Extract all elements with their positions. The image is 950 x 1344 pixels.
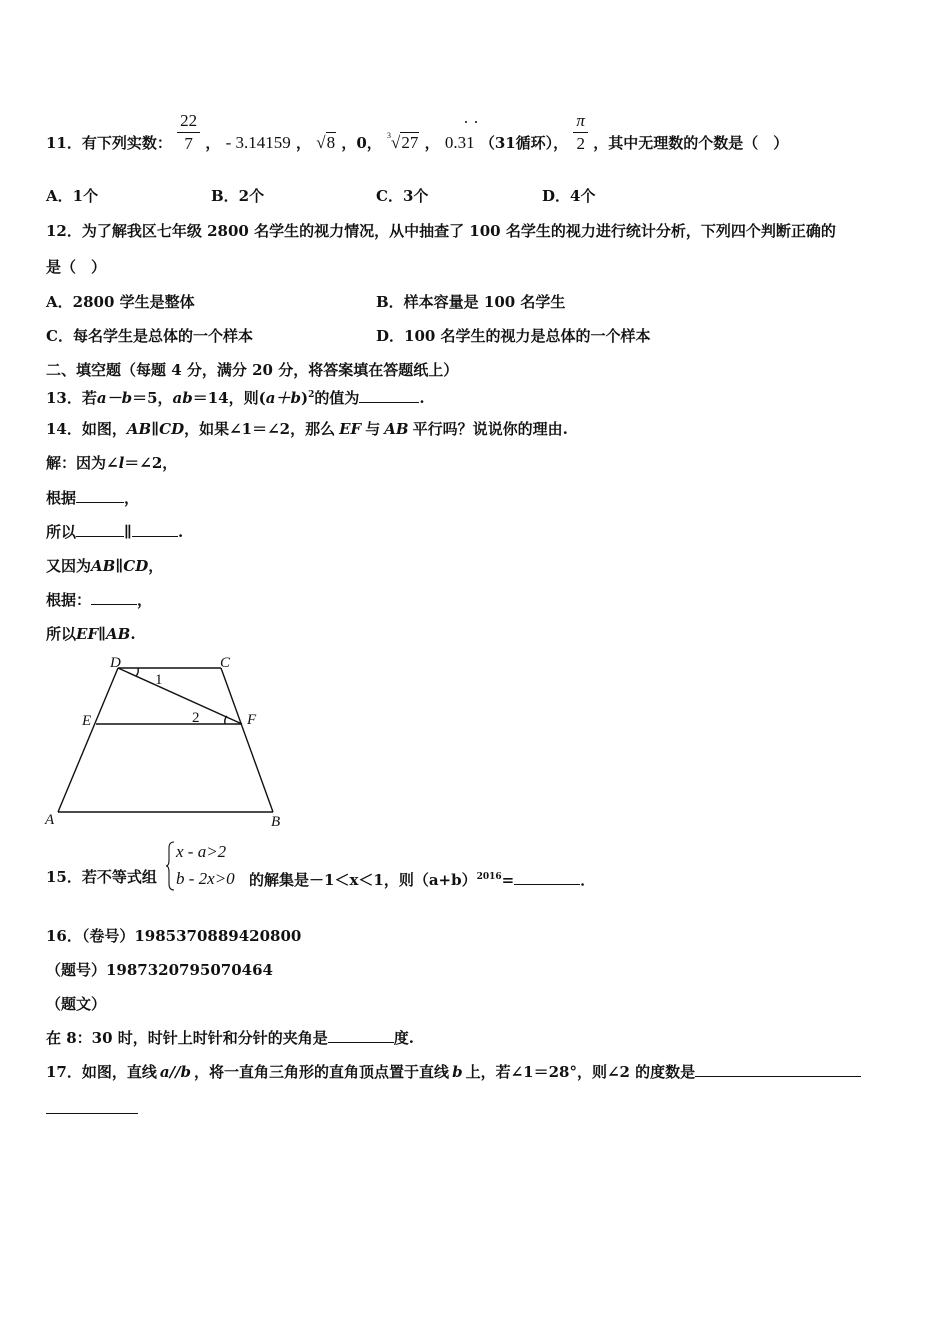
label-a: A [45, 812, 55, 828]
q14-l4-text: 又因为 [46, 557, 92, 575]
q13-text-3: ＝14，则( [192, 389, 266, 407]
q16-question-text-label: （题文） [46, 995, 107, 1013]
q13-exponent: 2 [308, 390, 315, 400]
q14-l3-end: . [177, 523, 184, 541]
parallel-icon: ∥ [151, 420, 160, 438]
q16-text: 在 8：30 时，时针上时针和分针的夹角是 [46, 1029, 328, 1047]
q11-frac-den: 7 [184, 133, 193, 153]
q16-answer-blank[interactable] [328, 1028, 394, 1043]
q14-stem [46, 419, 568, 439]
label-b: B [271, 814, 281, 830]
q11-fraction-pi-2 [573, 110, 588, 155]
q11-cbrt-radicand: 27 [401, 133, 419, 152]
q13-expr-ab: ab [172, 389, 193, 407]
q14-segment-ab: AB [126, 420, 152, 438]
parallel-icon: ∥ [124, 523, 132, 541]
q14-l2-text: 根据 [46, 489, 77, 507]
q17-text-2: ，将一直角三角形的直角顶点置于直线 [194, 1063, 450, 1081]
q14-reason-blank-2[interactable] [91, 590, 137, 605]
q17-answer-blank-1[interactable] [695, 1062, 861, 1077]
label-d: D [110, 655, 121, 671]
q13-text-2: ＝5， [132, 389, 173, 407]
q14-line-blank-1[interactable] [76, 522, 124, 537]
q14-l6-end: . [130, 625, 136, 643]
q11-option-d[interactable]: D．4个 [542, 187, 596, 205]
q15-answer-blank[interactable] [514, 870, 580, 885]
q15-exponent: 2016 [476, 872, 502, 882]
q15-prefix-line [46, 867, 157, 887]
q14-trapezoid-figure [40, 652, 300, 834]
section-heading-fill-in: 二、填空题（每题 4 分，满分 20 分，将答案填在答题纸上） [46, 361, 459, 379]
q15-prefix: 15．若不等式组 [46, 868, 157, 886]
q14-solution-line5 [46, 590, 152, 610]
q12-option-b[interactable]: B．样本容量是 100 名学生 [376, 293, 566, 311]
q12-stem-line2: 是（ ） [46, 258, 107, 276]
q14-text-3: 与 [365, 420, 381, 438]
segment-cb [221, 668, 273, 812]
q14-l4-expr: AB∥CD [91, 557, 149, 575]
q11-frac-num: 22 [177, 110, 200, 133]
q11-prefix: 11．有下列实数： [46, 134, 172, 152]
q11-option-b[interactable]: B．2个 [211, 187, 265, 205]
q14-text-1: 14．如图， [46, 420, 127, 438]
q14-segment-cd: CD [159, 420, 185, 438]
q14-solution-line2 [46, 488, 139, 508]
q14-solution-line6 [46, 624, 136, 644]
q17-answer-blank-2[interactable] [46, 1113, 138, 1114]
q13-text-5: 的值为 [314, 389, 360, 407]
q11-suffix: ，其中无理数的个数是（ ） [593, 134, 789, 152]
q11-sep3: ， [424, 134, 440, 152]
q14-l1-text: 解：因为∠ [46, 454, 119, 472]
q14-l3-text: 所以 [46, 523, 77, 541]
label-c: C [220, 655, 231, 671]
dot-icon [475, 121, 477, 123]
angle-1-arc [136, 668, 138, 676]
q14-solution-line1 [46, 453, 177, 473]
q17-line-b: b [452, 1063, 463, 1081]
q14-l1-italic: l [118, 454, 125, 472]
q11-pi-den: 2 [576, 133, 585, 153]
q15-middle: 的解集是－1＜x＜1，则（a+b） [249, 871, 477, 889]
q11-repeating-decimal: 0.31 [444, 133, 475, 152]
q15-rest-line [249, 867, 595, 890]
q13-text-4: ) [300, 389, 309, 407]
q15-row-1: x - a>2 [176, 842, 227, 861]
q11-repeat-dots [464, 121, 480, 125]
q11-pi-num: π [573, 110, 588, 133]
q14-line-blank-2[interactable] [132, 522, 178, 537]
q16-question-line [46, 1028, 414, 1048]
q11-num-pi-approx: - 3.14159 [225, 133, 291, 152]
q17-text-3: 上，若∠1＝28°，则∠2 的度数是 [465, 1063, 696, 1081]
q14-segment-ef: EF [339, 420, 362, 438]
q16-volume-id: 16．（卷号）1985370889420800 [46, 927, 302, 945]
q11-sep1: ， [205, 134, 221, 152]
left-brace-icon [166, 840, 176, 892]
q13-expr-a-plus-b: a＋b [265, 389, 301, 407]
q11-fraction-22-7 [177, 110, 200, 155]
q14-solution-line4 [46, 556, 163, 576]
q11-cycle-note: （31循环）， [479, 134, 569, 152]
label-e: E [82, 713, 92, 729]
q14-reason-blank-1[interactable] [76, 488, 124, 503]
q14-l2-end: ， [124, 489, 140, 507]
q11-line [46, 110, 789, 155]
q14-l4-end: ， [148, 557, 164, 575]
q12-option-a[interactable]: A．2800 学生是整体 [46, 293, 195, 311]
q11-sqrt8-radicand: 8 [326, 133, 336, 152]
q15-row-2: b - 2x>0 [176, 869, 235, 888]
q14-l6-text: 所以 [46, 625, 77, 643]
q11-sqrt8 [316, 133, 336, 153]
q14-solution-line3 [46, 522, 183, 542]
q15-inequality-system [166, 840, 248, 892]
q12-option-c[interactable]: C．每名学生是总体的一个样本 [46, 327, 253, 345]
segment-da [58, 668, 118, 812]
label-angle-2: 2 [192, 710, 200, 726]
q11-cbrt27 [387, 126, 419, 153]
q13-answer-blank[interactable] [359, 388, 419, 403]
q12-stem-line1: 12．为了解我区七年级 2800 名学生的视力情况，从中抽查了 100 名学生的视力进行统计分析，下列四个判断正确的 [46, 222, 836, 240]
q17-line [46, 1062, 861, 1082]
q16-end: 度. [393, 1029, 414, 1047]
q13-expr-a-minus-b: a－b [96, 389, 133, 407]
q11-option-c[interactable]: C．3个 [376, 187, 429, 205]
q11-zero: ，0， [341, 134, 382, 152]
label-angle-1: 1 [155, 672, 163, 688]
angle-2-arc [225, 716, 227, 724]
q11-cbrt-index: 3 [387, 131, 391, 140]
q14-segment-ab-2: AB [384, 420, 409, 438]
q13-line [46, 385, 425, 408]
dot-icon [465, 121, 467, 123]
q17-text-1: 17．如图，直线 [46, 1063, 157, 1081]
label-f: F [247, 712, 257, 728]
radical-icon: √ [316, 133, 326, 152]
q15-equals: = [501, 871, 515, 889]
q15-end: ． [580, 871, 596, 889]
q11-option-a[interactable]: A．1个 [46, 187, 99, 205]
q14-l5-text: 根据： [46, 591, 92, 609]
q14-l6-expr: EF∥AB [76, 625, 131, 643]
q13-text-1: 13．若 [46, 389, 97, 407]
q14-l5-end: ， [137, 591, 153, 609]
q16-question-id: （题号）1987320795070464 [46, 961, 273, 979]
q14-l1-end: ＝∠2， [124, 454, 178, 472]
q12-option-d[interactable]: D．100 名学生的视力是总体的一个样本 [376, 327, 651, 345]
radical-icon: √ [391, 133, 401, 152]
q14-text-2: ，如果∠1＝∠2，那么 [184, 420, 336, 438]
q13-end: . [419, 389, 425, 407]
q11-sep2: ， [296, 134, 312, 152]
q14-text-4: 平行吗？说说你的理由. [412, 420, 568, 438]
q17-expr-a-parallel-b: a//b [159, 1063, 192, 1081]
